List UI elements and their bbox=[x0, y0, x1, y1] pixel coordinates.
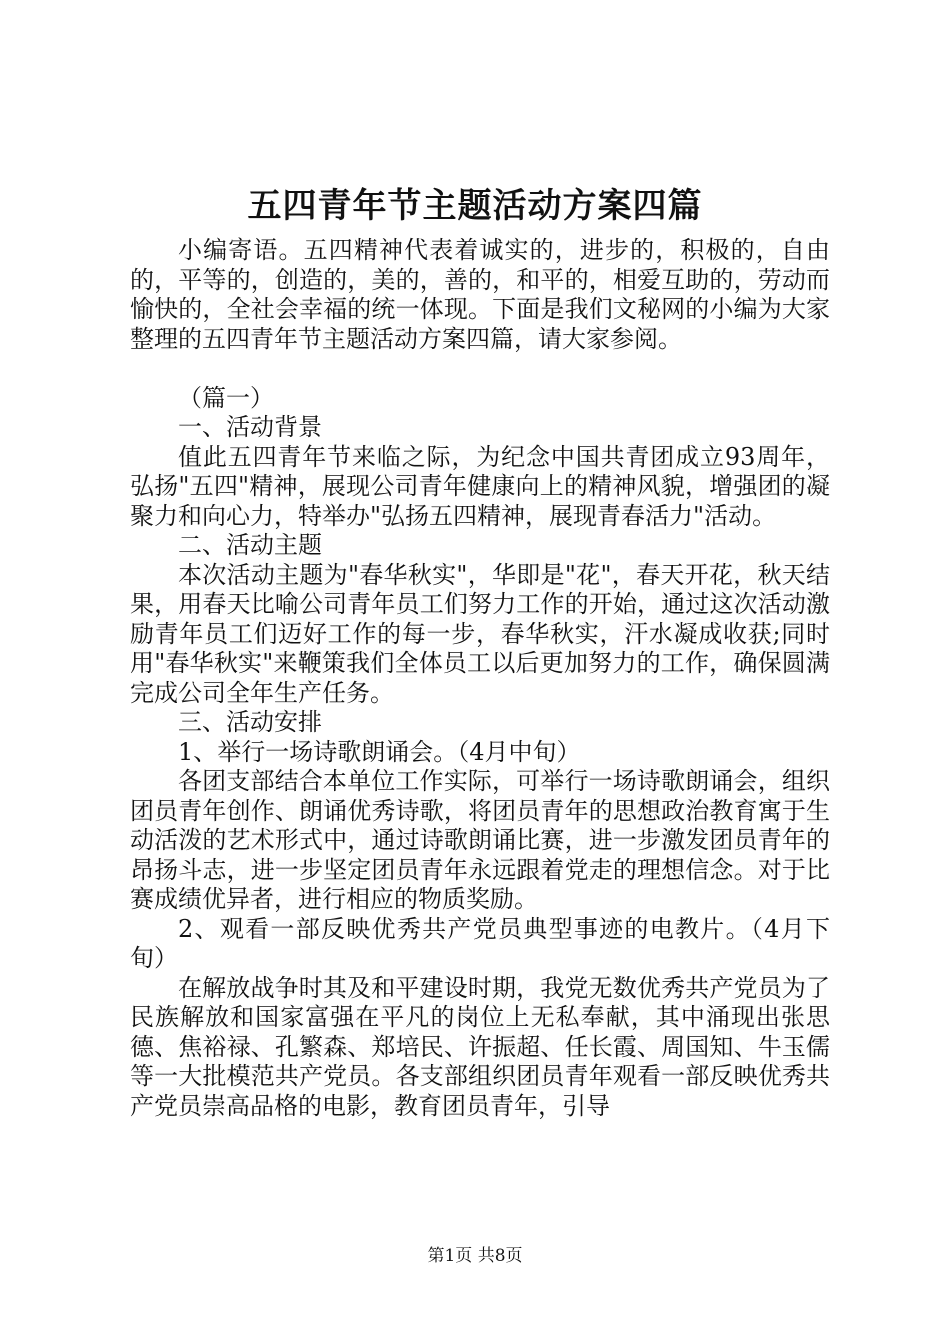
item-film-viewing: 2、观看一部反映优秀共产党员典型事迹的电教片。（4月下旬） bbox=[130, 914, 830, 972]
section-label-part-one: （篇一） bbox=[178, 383, 274, 412]
paragraph-background: 值此五四青年节来临之际，为纪念中国共青团成立93周年，弘扬"五四"精神，展现公司青年健康向上的精神风貌，增强团的凝聚力和向心力，特举办"弘扬五四精神，展现青春活力"活动。 bbox=[130, 442, 830, 530]
page-number: 第1页 共8页 bbox=[427, 1246, 523, 1266]
document-body bbox=[130, 236, 830, 1121]
heading-activity-theme: 二、活动主题 bbox=[178, 531, 322, 559]
paragraph-spacer bbox=[130, 354, 830, 384]
intro-paragraph: 小编寄语。五四精神代表着诚实的，进步的，积极的，自由的，平等的，创造的，美的，善的，和平的，相爱互助的，劳动而愉快的，全社会幸福的统一体现。下面是我们文秘网的小编为大家整理的五四青年节主题活动方案四篇，请大家参阅。 bbox=[130, 236, 830, 353]
paragraph-poetry-recital: 各团支部结合本单位工作实际，可举行一场诗歌朗诵会，组织团员青年创作、朗诵优秀诗歌，将团员青年的思想政治教育寓于生动活泼的艺术形式中，通过诗歌朗诵比赛，进一步激发团员青年的昂扬斗志，进一步坚定团员青年永远跟着党走的理想信念。对于比赛成绩优异者，进行相应的物质奖励。 bbox=[130, 767, 830, 913]
heading-activity-background: 一、活动背景 bbox=[178, 413, 322, 441]
document-title: 五四青年节主题活动方案四篇 bbox=[247, 186, 703, 226]
heading-activity-arrangement: 三、活动安排 bbox=[178, 708, 322, 736]
paragraph-film-viewing: 在解放战争时其及和平建设时期，我党无数优秀共产党员为了民族解放和国家富强在平凡的岗位上无私奉献，其中涌现出张思德、焦裕禄、孔繁森、郑培民、许振超、任长霞、周国知、牛玉儒等一大批模范共产党员。各支部组织团员青年观看一部反映优秀共产党员崇高品格的电影，教育团员青年，引导 bbox=[130, 973, 830, 1120]
paragraph-theme: 本次活动主题为"春华秋实"，华即是"花"，春天开花，秋天结果，用春天比喻公司青年员工们努力工作的开始，通过这次活动激励青年员工们迈好工作的每一步，春华秋实，汗水凝成收获;同时用"春华秋实"来鞭策我们全体员工以后更加努力的工作，确保圆满完成公司全年生产任务。 bbox=[130, 560, 830, 707]
item-poetry-recital: 1、举行一场诗歌朗诵会。（4月中旬） bbox=[178, 737, 581, 766]
